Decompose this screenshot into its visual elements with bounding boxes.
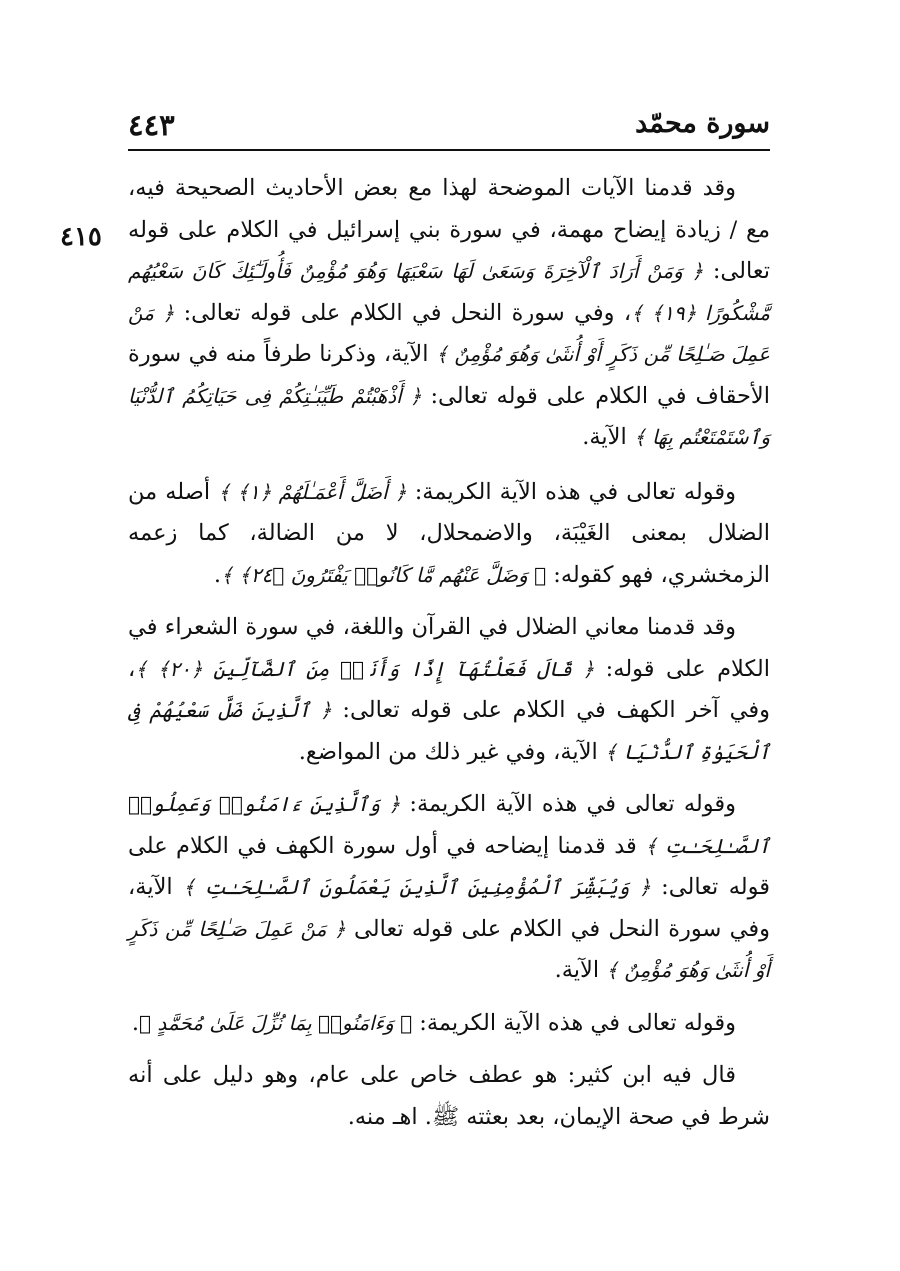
quran-verse: ﴿ وَٱلَّذِينَ ءَامَنُوا۟ وَعَمِلُوا۟ ٱلصَّـٰلِحَـٰتِ ﴾ xyxy=(128,792,770,858)
text-run: ، وفي آخر الكهف في الكلام على قوله تعالى: xyxy=(128,655,770,723)
text-run: ، وفي سورة النحل في الكلام على قوله تعالى: xyxy=(174,299,632,326)
text-run: الآية، وفي غير ذلك من المواضع. xyxy=(298,738,605,765)
text-run: . xyxy=(131,1009,139,1036)
paragraph xyxy=(128,784,770,992)
header-rule xyxy=(128,149,770,151)
quran-verse: ﴿ وَضَلَّ عَنْهُم مَّا كَانُوا۟ يَفْتَرُونَ ﴿٢٤﴾ ﴾ xyxy=(220,562,547,587)
page-body xyxy=(128,168,770,1149)
text-run: أصله من الضلال بمعنى الغَيْبَة، والاضمحلال، لا من الضالة، كما زعمه الزمخشري، فهو كقوله: xyxy=(128,478,770,588)
quran-verse: ﴿ وَءَامَنُوا۟ بِمَا نُزِّلَ عَلَىٰ مُحَمَّدٍ ﴾ xyxy=(138,1010,413,1035)
paragraph xyxy=(128,168,770,459)
quran-verse: ﴿ أَذْهَبْتُمْ طَيِّبَـٰتِكُمْ فِى حَيَاتِكُمُ ٱلدُّنْيَا وَٱسْتَمْتَعْتُم بِهَا ﴾ xyxy=(128,383,770,449)
surah-title: سورة محمّد xyxy=(635,108,770,139)
text-run: وقوله تعالى في هذه الآية الكريمة: xyxy=(412,1009,736,1036)
text-run: الآية. xyxy=(582,424,634,450)
paragraph xyxy=(128,1003,770,1045)
text-run: الآية، وفي سورة النحل في الكلام على قوله تعالى xyxy=(128,874,771,942)
text-run: قد قدمنا إيضاحه في أول سورة الكهف في الكلام على قوله تعالى: xyxy=(128,832,770,900)
text-run: وقوله تعالى في هذه الآية الكريمة: xyxy=(400,791,736,817)
quran-verse: ﴿ مَنْ عَمِلَ صَـٰلِحًا مِّن ذَكَرٍ أَوْ أُنثَىٰ وَهُوَ مُؤْمِنٌ ﴾ xyxy=(128,300,770,366)
paragraph xyxy=(128,472,770,597)
quran-verse: ﴿ مَنْ عَمِلَ صَـٰلِحًا مِّن ذَكَرٍ أَوْ أُنثَىٰ وَهُوَ مُؤْمِنٌ ﴾ xyxy=(128,916,770,982)
paragraph xyxy=(128,607,770,773)
text-run: قال فيه ابن كثير: هو عطف خاص على عام، وهو دليل على أنه شرط في صحة الإيمان، بعد بعثته ﷺ. اهـ منه. xyxy=(128,1062,770,1130)
text-run: . xyxy=(213,561,221,588)
page-header xyxy=(128,108,770,148)
paragraph xyxy=(128,1055,770,1138)
quran-verse: ﴿ وَيُبَشِّرَ ٱلْمُؤْمِنِينَ ٱلَّذِينَ يَعْمَلُونَ ٱلصَّـٰلِحَـٰتِ ﴾ xyxy=(183,875,651,899)
text-run: الآية. xyxy=(554,957,607,983)
quran-verse: ﴿ أَضَلَّ أَعْمَـٰلَهُمْ ﴿١﴾ ﴾ xyxy=(218,479,407,504)
quran-verse: ﴿ ٱلَّذِينَ ضَلَّ سَعْيُهُمْ فِى ٱلْحَيَوٰةِ ٱلدُّنْيَا ﴾ xyxy=(128,698,770,764)
text-run: وقوله تعالى في هذه الآية الكريمة: xyxy=(406,478,737,505)
quran-verse: ﴿ قَالَ فَعَلْتُهَآ إِذًا وَأَنَا۠ مِنَ ٱلضَّآلِّينَ ﴿٢٠﴾ ﴾ xyxy=(135,656,595,681)
margin-page-reference: ٤١٥ xyxy=(60,222,102,252)
quran-verse: ﴿ وَمَنْ أَرَادَ ٱلْآخِرَةَ وَسَعَىٰ لَهَا سَعْيَهَا وَهُوَ مُؤْمِنٌ فَأُولَـٰٓئِكَ كَانَ سَعْيُهُم مَّشْكُورًا ﴿١٩﴾ ﴾ xyxy=(128,259,770,325)
page-number: ٤٤٣ xyxy=(128,108,175,142)
text-run: الآية، وذكرنا طرفاً منه في سورة الأحقاف في الكلام على قوله تعالى: xyxy=(128,341,770,409)
text-run: وقد قدمنا الآيات الموضحة لهذا مع بعض الأحاديث الصحيحة فيه، مع / زيادة إيضاح مهمة، في سورة بني إسرائيل في الكلام على قوله تعالى: xyxy=(128,175,770,284)
text-run: وقد قدمنا معاني الضلال في القرآن واللغة، في سورة الشعراء في الكلام على قوله: xyxy=(128,614,770,682)
